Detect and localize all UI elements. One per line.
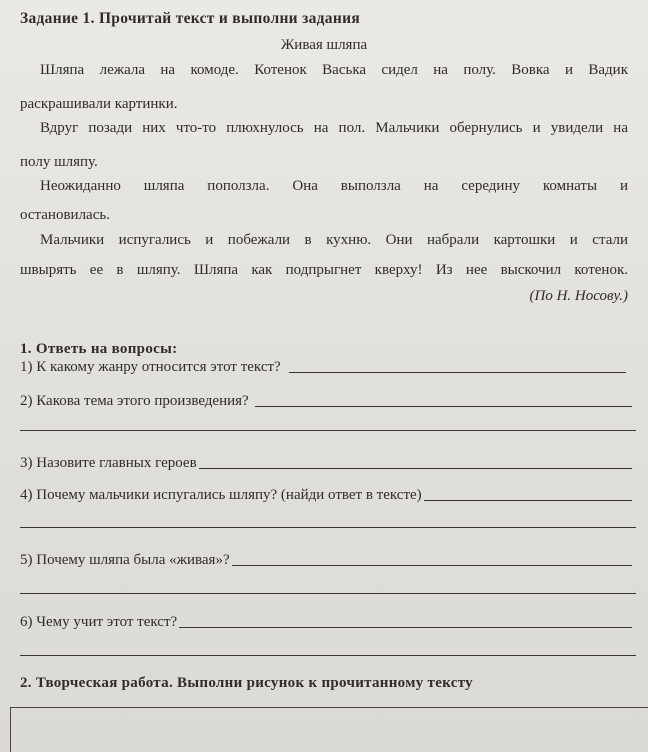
task-heading: Задание 1. Прочитай текст и выполни задания	[20, 10, 361, 27]
answer-line[interactable]	[255, 405, 632, 407]
story-line: швырять ее в шляпу. Шляпа как подпрыгнет кверху! Из нее выскочил котенок.	[20, 262, 628, 278]
story-line: Мальчики испугались и побежали в кухню. Они набрали картошки и стали	[40, 232, 628, 248]
question-6	[20, 614, 632, 631]
story-line: раскрашивали картинки.	[20, 96, 178, 112]
answer-line[interactable]	[179, 626, 632, 628]
question-text: 2) Какова тема этого произведения?	[20, 393, 249, 409]
story-line: Шляпа лежала на комоде. Котенок Васька сидел на полу. Вовка и Вадик	[40, 62, 628, 78]
answer-line[interactable]	[20, 527, 636, 528]
answer-line[interactable]	[289, 371, 626, 373]
story-title: Живая шляпа	[280, 37, 368, 53]
question-text: 6) Чему учит этот текст?	[20, 614, 178, 630]
question-4	[20, 487, 632, 504]
story-line: полу шляпу.	[20, 154, 98, 170]
drawing-area[interactable]	[10, 707, 648, 752]
answer-line[interactable]	[20, 593, 636, 594]
question-text: 5) Почему шляпа была «живая»?	[20, 552, 230, 568]
question-text: 1) К какому жанру относится этот текст?	[20, 359, 281, 375]
story-line: остановилась.	[20, 207, 110, 223]
answer-line[interactable]	[20, 655, 636, 656]
question-text: 4) Почему мальчики испугались шляпу? (найди ответ в тексте)	[20, 487, 422, 503]
question-5	[20, 552, 632, 569]
story-author: (По Н. Носову.)	[529, 288, 628, 304]
question-1	[20, 359, 632, 376]
question-2	[20, 393, 632, 410]
question-3	[20, 455, 632, 472]
creative-task-title: 2. Творческая работа. Выполни рисунок к прочитанному тексту	[20, 675, 473, 691]
answer-line[interactable]	[199, 467, 632, 469]
answer-line[interactable]	[424, 499, 632, 501]
answer-line[interactable]	[232, 564, 632, 566]
questions-title: 1. Ответь на вопросы:	[20, 341, 178, 357]
story-line: Неожиданно шляпа поползла. Она выползла на середину комнаты и	[40, 178, 628, 194]
story-line: Вдруг позади них что-то плюхнулось на пол. Мальчики обернулись и увидели на	[40, 120, 628, 136]
answer-line[interactable]	[20, 430, 636, 431]
question-text: 3) Назовите главных героев	[20, 455, 197, 471]
